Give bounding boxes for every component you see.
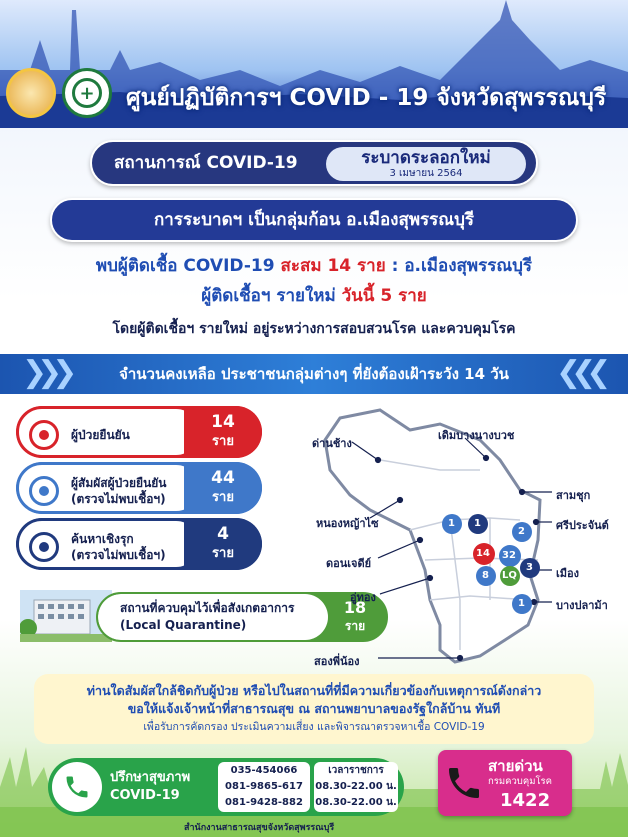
phone-icon <box>52 762 102 812</box>
stat-label <box>71 465 167 514</box>
consult-title: ปรึกษาสุขภาพ <box>110 770 191 785</box>
consult-panel <box>48 758 404 816</box>
hours-line: 08.30-22.00 น. <box>315 797 397 808</box>
hotline-sub: กรมควบคุมโรค <box>488 776 553 787</box>
phone-numbers <box>218 762 310 812</box>
target-icon <box>29 532 59 562</box>
header-banner <box>0 0 628 128</box>
stat-unit: ราย <box>212 490 234 505</box>
watch-band-text: จำนวนคงเหลือ ประชาชนกลุ่มต่างๆ ที่ยังต้องเฝ้าระวัง 14 วัน <box>119 365 509 383</box>
situation-label: สถานการณ์ COVID-19 <box>114 153 298 173</box>
district-bang-pla-ma: บางปลาม้า <box>556 599 608 612</box>
stat-unit: ราย <box>212 546 234 561</box>
district-song-phi-nong: สองพี่น้อง <box>314 655 360 668</box>
stat-label <box>71 409 130 458</box>
status-bar <box>90 140 538 186</box>
stat-label-area <box>16 462 202 514</box>
investigation-note: โดยผู้ติดเชื้อฯ รายใหม่ อยู่ระหว่างการสอบสวนโรค และควบคุมโรค <box>112 321 516 337</box>
stat-value-area <box>184 518 262 570</box>
district-sam-chuk: สามชุก <box>556 489 591 502</box>
map-marker: 1 <box>518 598 525 609</box>
hotline-card[interactable] <box>438 750 572 816</box>
stat-value-area <box>184 406 262 458</box>
cumulative-prefix: พบผู้ติดเชื้อ COVID-19 <box>95 256 281 276</box>
map-marker: 1 <box>448 518 455 529</box>
ministry-public-health-icon: + <box>62 68 112 118</box>
stat-label-area <box>16 406 202 458</box>
stat-label-line1: ผู้ป่วยยืนยัน <box>71 428 130 442</box>
stat-label-line1: ค้นหาเชิงรุก <box>71 532 134 546</box>
lq-label <box>120 594 295 640</box>
stat-value: 4 <box>217 524 229 544</box>
stat-label-line2: (ตรวจไม่พบเชื้อฯ) <box>71 548 166 562</box>
stat-label-line2: (ตรวจไม่พบเชื้อฯ) <box>71 492 166 506</box>
lq-label-line1: สถานที่ควบคุมไว้เพื่อสังเกตอาการ <box>120 601 295 615</box>
lq-value: 18 <box>343 598 367 617</box>
lq-label-line2: (Local Quarantine) <box>120 618 247 632</box>
contacts-box <box>16 462 262 514</box>
map-marker: 1 <box>474 518 481 529</box>
confirmed-cases-box <box>16 406 262 458</box>
cumulative-count: สะสม 14 ราย <box>280 256 386 276</box>
cluster-banner: การระบาดฯ เป็นกลุ่มก้อน อ.เมืองสุพรรณบุรี <box>50 198 578 242</box>
map-marker: 3 <box>526 562 533 573</box>
new-cases-line <box>0 282 628 309</box>
stat-value: 14 <box>211 412 235 432</box>
chevron-right-icon: ❯❯❯ <box>22 355 68 390</box>
page-title: ศูนย์ปฏิบัติการฯ COVID - 19 จังหวัดสุพรรณบุรี <box>126 85 607 111</box>
hotline-number: 1422 <box>500 790 551 811</box>
cumulative-suffix: : อ.เมืองสุพรรณบุรี <box>385 256 533 276</box>
hours-title: เวลาราชการ <box>328 765 384 776</box>
stat-label <box>71 521 166 570</box>
stat-unit: ราย <box>212 434 234 449</box>
district-si-prachan: ศรีประจันต์ <box>556 519 609 532</box>
chevron-left-icon: ❮❮❮ <box>556 355 602 390</box>
phone-number[interactable]: 081-9428-882 <box>225 797 303 808</box>
stat-value-area <box>184 462 262 514</box>
provincial-seal-icon <box>6 68 56 118</box>
hotline-title: สายด่วน <box>488 757 543 775</box>
outbreak-label: ระบาดระลอกใหม่ <box>361 148 491 168</box>
office-hours <box>314 762 398 812</box>
advice-line1: ท่านใดสัมผัสใกล้ชิดกับผู้ป่วย หรือไปในสถานที่ที่มีความเกี่ยวข้องกับเหตุการณ์ดังกล่าว <box>86 683 542 698</box>
advice-line3: เพื่อรับการคัดกรอง ประเมินความเสี่ยง และพิจารณาตรวจหาเชื้อ COVID-19 <box>143 721 485 733</box>
target-icon <box>29 476 59 506</box>
phone-number[interactable]: 035-454066 <box>230 765 298 776</box>
province-map <box>290 400 628 670</box>
stat-label-line1: ผู้สัมผัสผู้ป่วยยืนยัน <box>71 476 167 490</box>
district-don-chedi: ดอนเจดีย์ <box>326 557 372 570</box>
active-search-box <box>16 518 262 570</box>
cumulative-line <box>0 252 628 279</box>
hours-line: 08.30-22.00 น. <box>315 781 397 792</box>
district-u-thong: อู่ทอง <box>350 591 376 604</box>
map-marker: 8 <box>482 570 489 581</box>
phone-icon <box>444 758 484 808</box>
new-prefix: ผู้ติดเชื้อฯ รายใหม่ <box>201 286 342 306</box>
lq-unit: ราย <box>344 619 366 633</box>
phone-number[interactable]: 081-9865-617 <box>225 781 303 792</box>
stat-value: 44 <box>211 468 235 488</box>
outbreak-badge <box>326 147 526 181</box>
stat-label-area <box>16 518 202 570</box>
report-date: 3 เมษายน 2564 <box>389 168 463 179</box>
map-marker: 2 <box>518 526 525 537</box>
new-count: วันนี้ 5 ราย <box>341 286 427 306</box>
district-mueang: เมือง <box>556 567 579 580</box>
map-marker: 32 <box>502 550 516 561</box>
office-name: สำนักงานสาธารณสุขจังหวัดสุพรรณบุรี <box>184 823 335 833</box>
target-icon <box>29 420 59 450</box>
map-marker: LQ <box>502 570 517 581</box>
district-dan-chang: ด่านช้าง <box>312 437 352 450</box>
map-marker: 14 <box>476 548 490 559</box>
district-doem-bang: เดิมบางนางบวช <box>438 429 515 442</box>
advice-line2: ขอให้แจ้งเจ้าหน้าที่สาธารณสุข ณ สถานพยาบาลของรัฐใกล้บ้าน ทันที <box>127 701 501 716</box>
consult-subtitle: COVID-19 <box>110 788 180 803</box>
district-nong-ya-sai: หนองหญ้าไซ <box>316 517 379 530</box>
watch-band <box>0 354 628 394</box>
